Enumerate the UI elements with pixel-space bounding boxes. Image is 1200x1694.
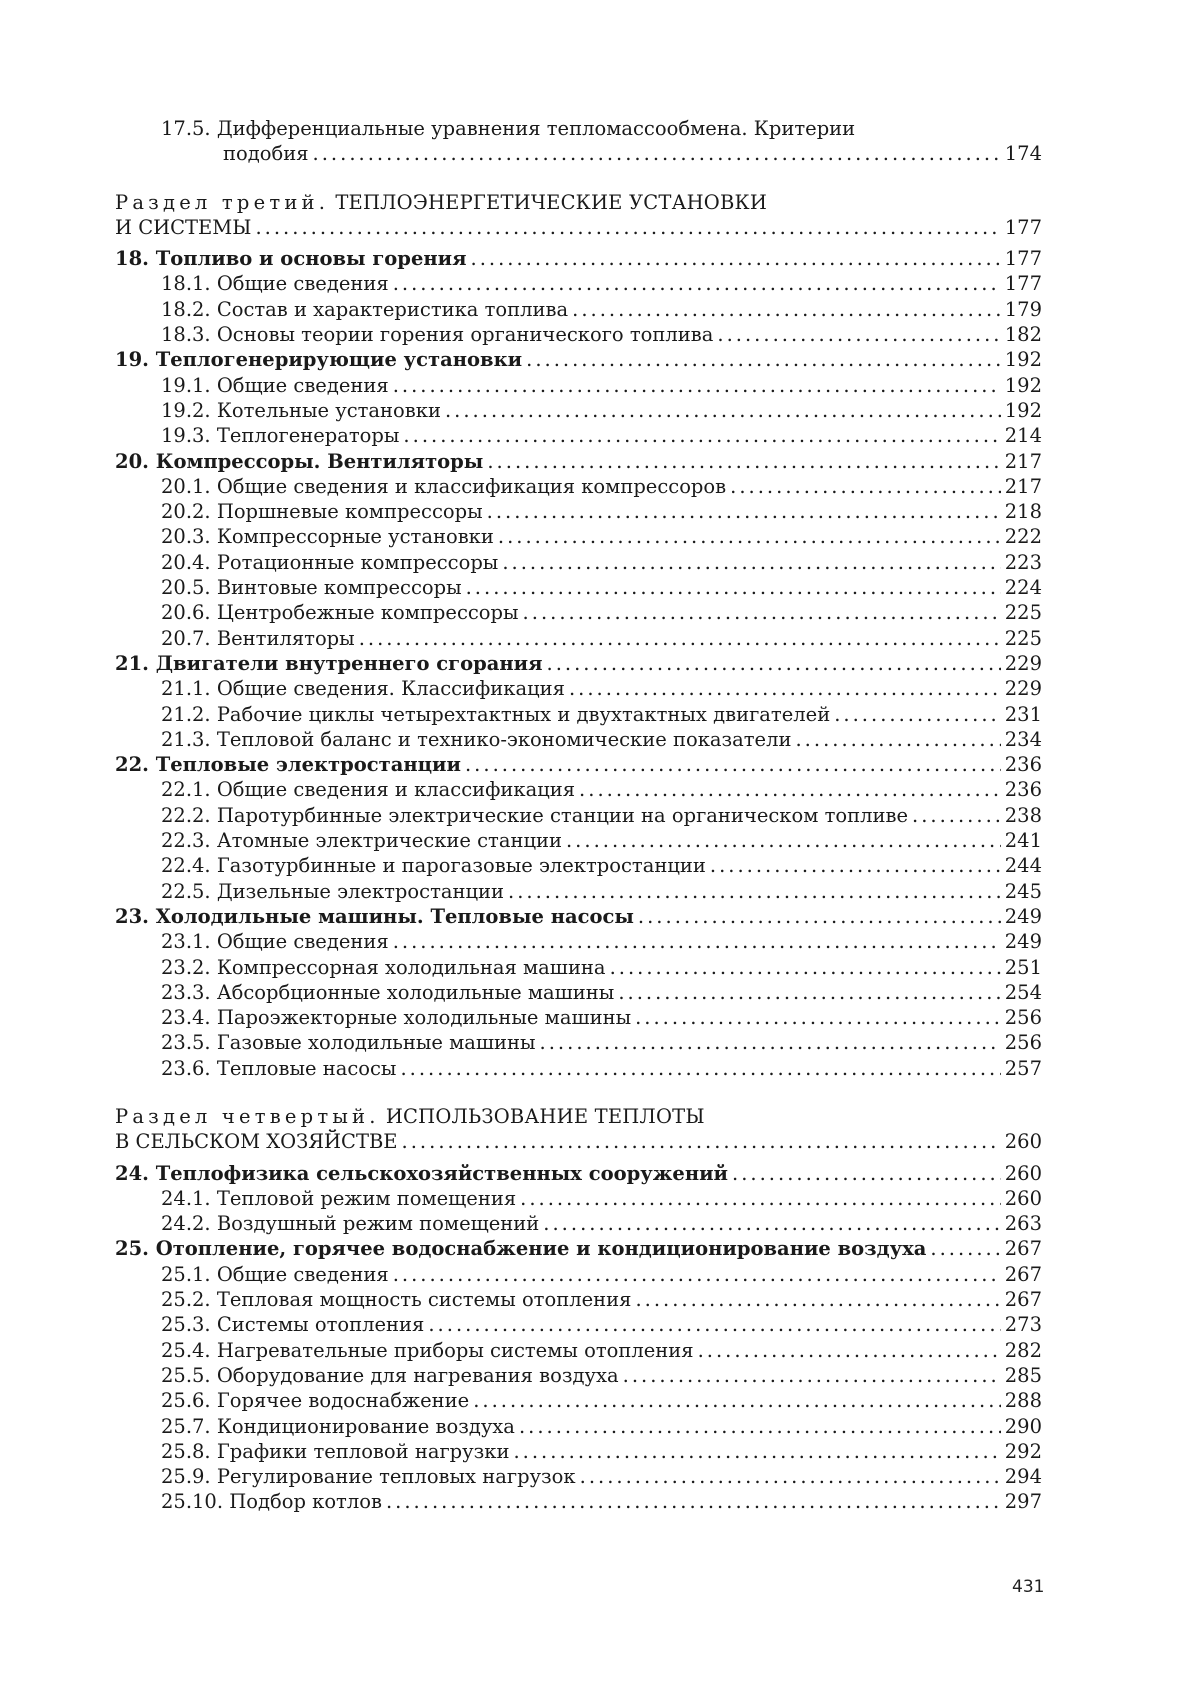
dot-leader — [466, 575, 1001, 600]
dot-leader — [618, 980, 1000, 1005]
toc-entry-text: 19.2. Котельные установки — [161, 398, 441, 422]
toc-page-number: 267 — [1004, 1288, 1042, 1312]
dot-leader — [572, 297, 1001, 322]
section-4-heading-line2 — [115, 1129, 1042, 1154]
toc-subsection — [115, 1388, 1042, 1413]
toc-entry-text: 25.1. Общие сведения — [161, 1262, 389, 1286]
toc-entry-text: 19. Теплогенерирующие установки — [115, 348, 523, 372]
section-3-heading-line2 — [115, 215, 1042, 240]
toc-entry-text: 25.5. Оборудование для нагревания воздуха — [161, 1363, 619, 1387]
toc-page-number: 241 — [1004, 829, 1042, 853]
toc-page-number: 282 — [1004, 1338, 1042, 1362]
toc-page-number: 192 — [1004, 373, 1042, 397]
section-3-entries — [115, 246, 1042, 1081]
toc-entry-text: 21.3. Тепловой баланс и технико-экономические показатели — [161, 727, 792, 751]
dot-leader — [543, 1211, 1000, 1236]
toc-page-number: 256 — [1004, 1006, 1042, 1030]
toc-entry-text: 22.2. Паротурбинные электрические станции на органическом топливе — [161, 803, 908, 827]
toc-page-number: 236 — [1004, 778, 1042, 802]
toc-entry-text: 17.5. Дифференциальные уравнения тепломассообмена. Критерии — [161, 117, 856, 140]
toc-page-number: 177 — [1004, 247, 1042, 271]
dot-leader — [579, 777, 1001, 802]
toc-page-number: 177 — [1004, 215, 1042, 239]
toc-entry-text: 23.4. Пароэжекторные холодильные машины — [161, 1006, 632, 1030]
toc-entry-text: 25.3. Системы отопления — [161, 1313, 425, 1337]
toc-entry-text: 23.1. Общие сведения — [161, 930, 389, 954]
dot-leader — [638, 904, 1001, 929]
toc-subsection — [115, 1262, 1042, 1287]
toc-page-number: 234 — [1004, 727, 1042, 751]
dot-leader — [732, 1161, 1001, 1186]
toc-subsection — [115, 1287, 1042, 1312]
dot-leader — [386, 1489, 1001, 1514]
dot-leader — [519, 1414, 1001, 1439]
toc-subsection — [115, 980, 1042, 1005]
dot-leader — [547, 651, 1001, 676]
toc-page-number: 260 — [1004, 1186, 1042, 1210]
toc-entry-text: 23.6. Тепловые насосы — [161, 1056, 397, 1080]
toc-page-number: 249 — [1004, 904, 1042, 928]
dot-leader — [313, 141, 1001, 166]
dot-leader — [393, 1262, 1001, 1287]
toc-page-number: 254 — [1004, 980, 1042, 1004]
section-title-line1: ТЕПЛОЭНЕРГЕТИЧЕСКИЕ УСТАНОВКИ — [335, 190, 768, 214]
toc-page-number: 267 — [1004, 1262, 1042, 1286]
toc-subsection — [115, 524, 1042, 549]
toc-subsection — [115, 1439, 1042, 1464]
toc-entry-text: 25.2. Тепловая мощность системы отопления — [161, 1288, 632, 1312]
dot-leader — [520, 1186, 1001, 1211]
section-4-entries — [115, 1161, 1042, 1515]
toc-page-number: 223 — [1004, 550, 1042, 574]
spacer — [115, 1081, 1042, 1104]
toc-page-number: 294 — [1004, 1465, 1042, 1489]
toc-subsection — [115, 398, 1042, 423]
toc-subsection — [115, 702, 1042, 727]
toc-page-number: 236 — [1004, 753, 1042, 777]
toc-entry-text: 22.1. Общие сведения и классификация — [161, 778, 576, 802]
dot-leader — [393, 271, 1001, 296]
dot-leader — [403, 423, 1000, 448]
toc-page-number: 214 — [1004, 424, 1042, 448]
toc-subsection — [115, 499, 1042, 524]
toc-subsection — [115, 1464, 1042, 1489]
toc-subsection — [115, 1338, 1042, 1363]
section-title-line2: В СЕЛЬСКОМ ХОЗЯЙСТВЕ — [115, 1130, 398, 1154]
toc-page-number: 263 — [1004, 1212, 1042, 1236]
toc-page-number: 290 — [1004, 1414, 1042, 1438]
dot-leader — [400, 1056, 1000, 1081]
dot-leader — [508, 879, 1001, 904]
toc-subsection — [115, 474, 1042, 499]
section-3-heading — [115, 190, 1042, 215]
toc-entry-text: 23.3. Абсорбционные холодильные машины — [161, 980, 615, 1004]
toc-entry-text: 25. Отопление, горячее водоснабжение и кондиционирование воздуха — [115, 1237, 927, 1261]
toc-page-number: 238 — [1004, 803, 1042, 827]
toc-chapter — [115, 651, 1042, 676]
dot-leader — [526, 347, 1001, 372]
toc-entry-text: 25.4. Нагревательные приборы системы отопления — [161, 1338, 694, 1362]
toc-entry-text: 20.6. Центробежные компрессоры — [161, 601, 519, 625]
section-4-heading — [115, 1104, 1042, 1129]
toc-entry-text: 25.7. Кондиционирование воздуха — [161, 1414, 515, 1438]
toc-entry-17-5 — [115, 116, 1042, 141]
dot-leader — [523, 600, 1001, 625]
toc-subsection — [115, 550, 1042, 575]
toc-page-number: 222 — [1004, 525, 1042, 549]
toc-entry-text: 19.3. Теплогенераторы — [161, 424, 400, 448]
toc-entry-text: 25.6. Горячее водоснабжение — [161, 1389, 470, 1413]
toc-page-number: 174 — [1004, 142, 1042, 166]
dot-leader — [445, 398, 1001, 423]
toc-entry-text: 22.5. Дизельные электростанции — [161, 879, 505, 903]
toc-page-number: 292 — [1004, 1439, 1042, 1463]
toc-subsection — [115, 1005, 1042, 1030]
toc-subsection — [115, 1363, 1042, 1388]
toc-entry-text: 22. Тепловые электростанции — [115, 753, 461, 777]
toc-chapter — [115, 752, 1042, 777]
section-title-line1: ИСПОЛЬЗОВАНИЕ ТЕПЛОТЫ — [385, 1104, 705, 1128]
dot-leader — [930, 1236, 1000, 1261]
toc-subsection — [115, 600, 1042, 625]
dot-leader — [580, 1464, 1001, 1489]
toc-chapter — [115, 449, 1042, 474]
toc-page-number: 249 — [1004, 930, 1042, 954]
toc-subsection — [115, 1030, 1042, 1055]
dot-leader — [698, 1338, 1001, 1363]
toc-entry-text: 21.2. Рабочие циклы четырехтактных и двухтактных двигателей — [161, 702, 831, 726]
dot-leader — [465, 752, 1001, 777]
toc-subsection — [115, 1312, 1042, 1337]
dot-leader — [635, 1005, 1001, 1030]
toc-page-number: 257 — [1004, 1056, 1042, 1080]
toc-entry-text: 23.2. Компрессорная холодильная машина — [161, 955, 606, 979]
toc-entry-text: 21.1. Общие сведения. Классификация — [161, 677, 565, 701]
toc-subsection — [115, 1056, 1042, 1081]
dot-leader — [402, 1129, 1001, 1154]
toc-subsection — [115, 1186, 1042, 1211]
dot-leader — [393, 373, 1001, 398]
dot-leader — [623, 1363, 1001, 1388]
toc-entry-text: 24.1. Тепловой режим помещения — [161, 1186, 517, 1210]
toc-entry-17-5-continuation — [115, 141, 1042, 166]
dot-leader — [730, 474, 1001, 499]
toc-chapter — [115, 347, 1042, 372]
toc-page-number: 288 — [1004, 1389, 1042, 1413]
dot-leader — [566, 828, 1001, 853]
toc-entry-text: 25.9. Регулирование тепловых нагрузок — [161, 1465, 576, 1489]
section-title-line2: И СИСТЕМЫ — [115, 215, 252, 239]
toc-entry-text: 20.1. Общие сведения и классификация компрессоров — [161, 474, 727, 498]
dot-leader — [834, 702, 1001, 727]
toc-page-number: 245 — [1004, 879, 1042, 903]
toc-subsection — [115, 322, 1042, 347]
dot-leader — [795, 727, 1000, 752]
dot-leader — [473, 1388, 1001, 1413]
toc-subsection — [115, 423, 1042, 448]
dot-leader — [540, 1030, 1001, 1055]
toc-page-number: 218 — [1004, 500, 1042, 524]
dot-leader — [717, 322, 1000, 347]
toc-page-number: 297 — [1004, 1490, 1042, 1514]
toc-subsection — [115, 803, 1042, 828]
toc-page-number: 224 — [1004, 576, 1042, 600]
section-label: Раздел четвертый. — [115, 1104, 380, 1128]
toc-entry-text: 25.10. Подбор котлов — [161, 1490, 382, 1514]
toc-subsection — [115, 727, 1042, 752]
toc-entry-text: подобия — [223, 142, 309, 166]
toc-subsection — [115, 1211, 1042, 1236]
toc-chapter — [115, 904, 1042, 929]
toc-page-number: 244 — [1004, 854, 1042, 878]
toc-entry-text: 21. Двигатели внутреннего сгорания — [115, 651, 543, 675]
toc-page-number: 225 — [1004, 601, 1042, 625]
table-of-contents — [115, 116, 1042, 1515]
toc-page-number: 179 — [1004, 297, 1042, 321]
toc-page-number: 229 — [1004, 651, 1042, 675]
toc-page-number: 217 — [1004, 449, 1042, 473]
dot-leader — [513, 1439, 1000, 1464]
toc-entry-text: 22.3. Атомные электрические станции — [161, 829, 562, 853]
toc-subsection — [115, 271, 1042, 296]
dot-leader — [635, 1287, 1000, 1312]
toc-entry-text: 18.1. Общие сведения — [161, 272, 389, 296]
toc-entry-text: 18.3. Основы теории горения органического топлива — [161, 323, 714, 347]
dot-leader — [610, 955, 1001, 980]
dot-leader — [428, 1312, 1000, 1337]
dot-leader — [393, 929, 1001, 954]
toc-page-number: 256 — [1004, 1031, 1042, 1055]
toc-page-number: 260 — [1004, 1130, 1042, 1154]
toc-subsection — [115, 828, 1042, 853]
dot-leader — [255, 215, 1000, 240]
toc-subsection — [115, 297, 1042, 322]
page-number: 431 — [1012, 1577, 1045, 1597]
dot-leader — [471, 246, 1001, 271]
toc-entry-text: 24. Теплофизика сельскохозяйственных сооружений — [115, 1161, 729, 1185]
toc-page-number: 260 — [1004, 1161, 1042, 1185]
toc-entry-text: 18.2. Состав и характеристика топлива — [161, 297, 569, 321]
toc-page-number: 231 — [1004, 702, 1042, 726]
toc-subsection — [115, 676, 1042, 701]
toc-page-number: 251 — [1004, 955, 1042, 979]
toc-chapter — [115, 1236, 1042, 1261]
toc-chapter — [115, 1161, 1042, 1186]
dot-leader — [710, 853, 1001, 878]
toc-entry-text: 24.2. Воздушный режим помещений — [161, 1212, 540, 1236]
toc-chapter — [115, 246, 1042, 271]
dot-leader — [487, 499, 1001, 524]
dot-leader — [359, 626, 1001, 651]
dot-leader — [569, 676, 1001, 701]
toc-page-number: 225 — [1004, 626, 1042, 650]
dot-leader — [487, 449, 1000, 474]
dot-leader — [912, 803, 1001, 828]
toc-page-number: 273 — [1004, 1313, 1042, 1337]
toc-entry-text: 20.5. Винтовые компрессоры — [161, 576, 462, 600]
toc-subsection — [115, 373, 1042, 398]
toc-page-number: 217 — [1004, 474, 1042, 498]
toc-entry-text: 20.4. Ротационные компрессоры — [161, 550, 499, 574]
toc-subsection — [115, 575, 1042, 600]
toc-subsection — [115, 1414, 1042, 1439]
toc-subsection — [115, 955, 1042, 980]
toc-entry-text: 19.1. Общие сведения — [161, 373, 389, 397]
dot-leader — [502, 550, 1000, 575]
toc-entry-text: 20. Компрессоры. Вентиляторы — [115, 449, 484, 473]
toc-entry-text: 25.8. Графики тепловой нагрузки — [161, 1439, 510, 1463]
toc-entry-text: 23. Холодильные машины. Тепловые насосы — [115, 904, 634, 928]
toc-page-number: 192 — [1004, 398, 1042, 422]
toc-entry-text: 22.4. Газотурбинные и парогазовые электростанции — [161, 854, 706, 878]
toc-page-number: 285 — [1004, 1363, 1042, 1387]
toc-entry-text: 20.3. Компрессорные установки — [161, 525, 494, 549]
toc-subsection — [115, 929, 1042, 954]
toc-page-number: 177 — [1004, 272, 1042, 296]
toc-entry-text: 23.5. Газовые холодильные машины — [161, 1031, 536, 1055]
toc-page-number: 267 — [1004, 1237, 1042, 1261]
toc-entry-text: 20.7. Вентиляторы — [161, 626, 355, 650]
toc-subsection — [115, 853, 1042, 878]
section-label: Раздел третий. — [115, 190, 330, 214]
toc-page-number: 229 — [1004, 677, 1042, 701]
toc-entry-text: 20.2. Поршневые компрессоры — [161, 500, 483, 524]
toc-subsection — [115, 1489, 1042, 1514]
toc-page-number: 192 — [1004, 348, 1042, 372]
toc-subsection — [115, 879, 1042, 904]
spacer — [115, 167, 1042, 190]
toc-page-number: 182 — [1004, 323, 1042, 347]
toc-entry-text: 18. Топливо и основы горения — [115, 247, 467, 271]
dot-leader — [498, 524, 1001, 549]
toc-subsection — [115, 777, 1042, 802]
toc-subsection — [115, 626, 1042, 651]
